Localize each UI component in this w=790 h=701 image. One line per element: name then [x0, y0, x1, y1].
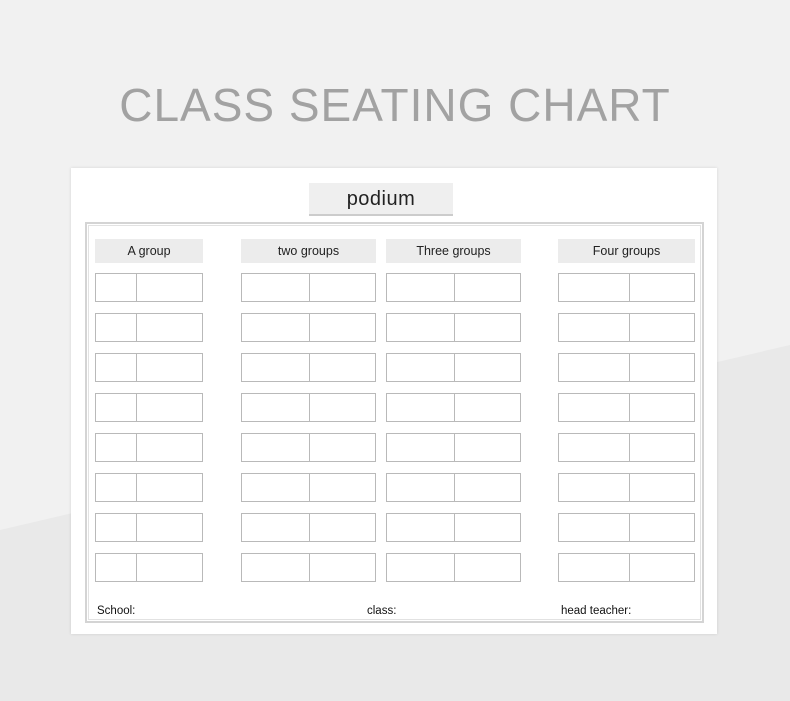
desk-row: [95, 553, 203, 582]
desk-row: [241, 273, 376, 302]
desk-row: [241, 553, 376, 582]
desk-row: [241, 393, 376, 422]
desk-seat-divider: [96, 434, 137, 461]
group-header: A group: [95, 239, 203, 263]
desk-row: [241, 473, 376, 502]
desk-row: [95, 273, 203, 302]
desk-row: [95, 433, 203, 462]
desk-row: [241, 433, 376, 462]
desk-seat-divider: [387, 554, 455, 581]
page-title: CLASS SEATING CHART: [119, 79, 671, 131]
desk-row: [241, 513, 376, 542]
desk-row: [241, 353, 376, 382]
desk-row: [558, 513, 695, 542]
desk-seat-divider: [387, 514, 455, 541]
desk-seat-divider: [387, 474, 455, 501]
desk-row: [386, 353, 521, 382]
desk-seat-divider: [387, 314, 455, 341]
desk-row: [558, 393, 695, 422]
head-teacher-label: head teacher:: [561, 605, 632, 617]
desk-seat-divider: [96, 314, 137, 341]
desk-seat-divider: [559, 474, 630, 501]
desk-seat-divider: [242, 314, 310, 341]
class-label: class:: [367, 605, 397, 617]
desk-seat-divider: [96, 554, 137, 581]
desk-seat-divider: [96, 274, 137, 301]
desk-seat-divider: [387, 274, 455, 301]
desk-seat-divider: [242, 474, 310, 501]
desk-seat-divider: [559, 354, 630, 381]
desk-seat-divider: [559, 514, 630, 541]
desk-row: [386, 273, 521, 302]
desk-row: [558, 273, 695, 302]
desk-row: [241, 313, 376, 342]
desk-row: [386, 513, 521, 542]
desk-row: [386, 553, 521, 582]
desk-row: [95, 473, 203, 502]
desk-seat-divider: [387, 434, 455, 461]
desk-seat-divider: [387, 394, 455, 421]
desk-seat-divider: [96, 514, 137, 541]
desk-seat-divider: [559, 314, 630, 341]
desk-seat-divider: [242, 514, 310, 541]
desk-row: [558, 313, 695, 342]
desk-seat-divider: [96, 474, 137, 501]
desk-row: [95, 393, 203, 422]
school-label: School:: [97, 605, 136, 617]
podium-label: podium: [309, 183, 453, 216]
group-header: Four groups: [558, 239, 695, 263]
desk-seat-divider: [242, 274, 310, 301]
desk-seat-divider: [559, 434, 630, 461]
desk-seat-divider: [559, 554, 630, 581]
desk-row: [95, 353, 203, 382]
desk-seat-divider: [242, 554, 310, 581]
desk-seat-divider: [96, 354, 137, 381]
desk-seat-divider: [559, 394, 630, 421]
desk-row: [95, 513, 203, 542]
desk-row: [558, 553, 695, 582]
desk-seat-divider: [96, 394, 137, 421]
desk-seat-divider: [242, 394, 310, 421]
desk-seat-divider: [387, 354, 455, 381]
desk-seat-divider: [242, 354, 310, 381]
group-header: two groups: [241, 239, 376, 263]
desk-row: [386, 393, 521, 422]
desk-row: [386, 433, 521, 462]
desk-row: [558, 433, 695, 462]
desk-row: [95, 313, 203, 342]
desk-row: [558, 473, 695, 502]
desk-row: [386, 473, 521, 502]
group-header: Three groups: [386, 239, 521, 263]
desk-row: [386, 313, 521, 342]
desk-seat-divider: [559, 274, 630, 301]
desk-seat-divider: [242, 434, 310, 461]
desk-row: [558, 353, 695, 382]
